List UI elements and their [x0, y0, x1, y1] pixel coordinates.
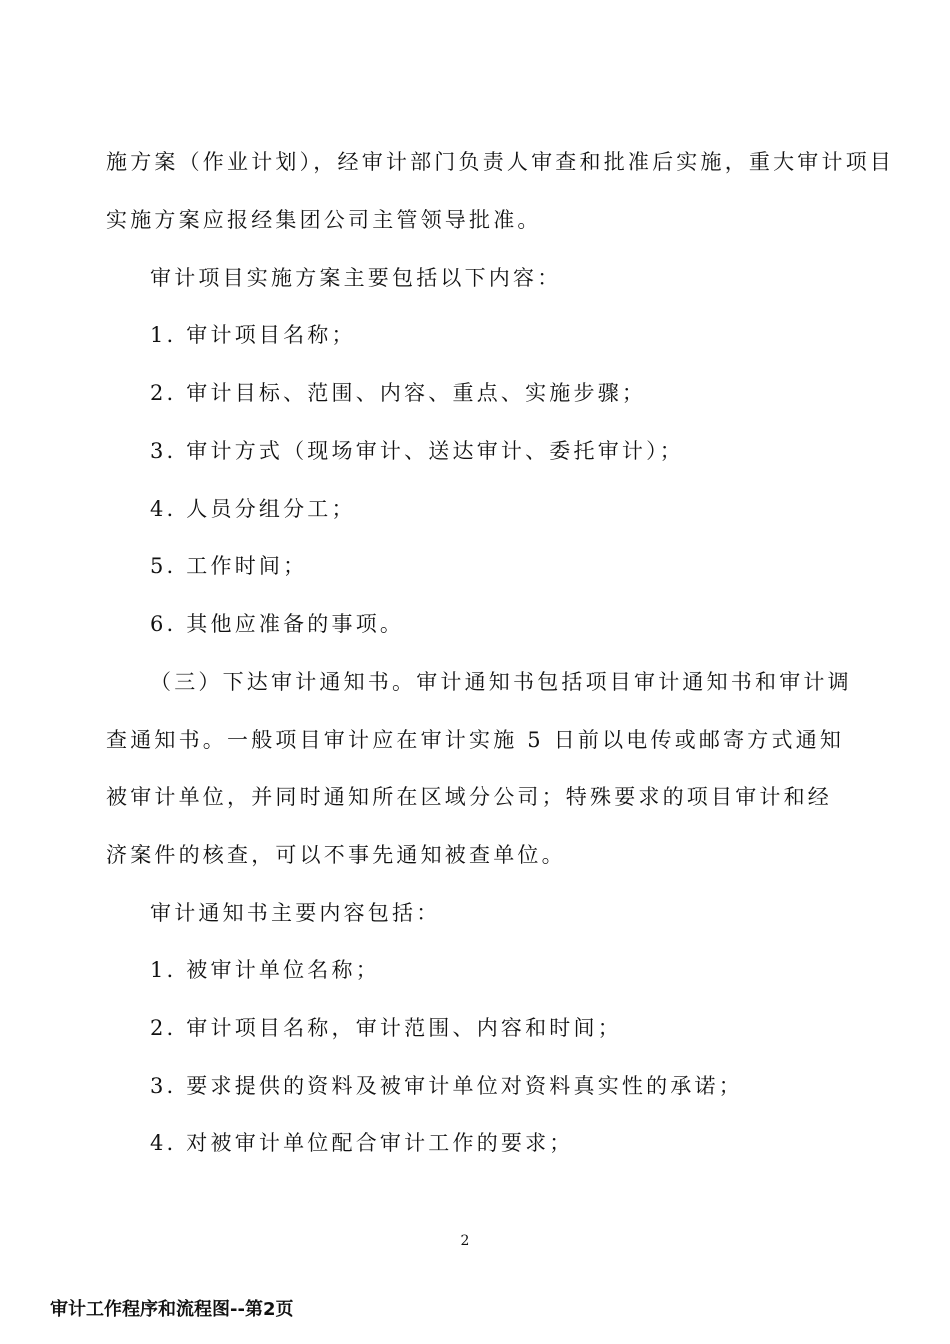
list-item: 6. 其他应准备的事项。	[150, 612, 405, 636]
list-item: 1. 被审计单位名称；	[150, 958, 380, 982]
paragraph-line: 实施方案应报经集团公司主管领导批准。	[106, 208, 542, 232]
paragraph-line: 查通知书。一般项目审计应在审计实施 5 日前以电传或邮寄方式通知	[106, 728, 845, 752]
paragraph-line: 济案件的核查，可以不事先通知被查单位。	[106, 843, 566, 867]
page-number: 2	[460, 1233, 470, 1249]
list-item: 2. 审计项目名称，审计范围、内容和时间；	[150, 1016, 622, 1040]
list-item: 4. 人员分组分工；	[150, 497, 356, 521]
list-item: 5. 工作时间；	[150, 554, 308, 578]
document-footer-title: 审计工作程序和流程图--第2页	[50, 1299, 294, 1320]
paragraph-line: （三）下达审计通知书。审计通知书包括项目审计通知书和审计调	[150, 670, 852, 694]
list-item: 3. 审计方式（现场审计、送达审计、委托审计）；	[150, 439, 685, 463]
paragraph-line: 施方案（作业计划），经审计部门负责人审查和批准后实施，重大审计项目	[106, 150, 895, 174]
paragraph-line: 审计项目实施方案主要包括以下内容：	[150, 266, 562, 290]
list-item: 4. 对被审计单位配合审计工作的要求；	[150, 1131, 574, 1155]
list-item: 1. 审计项目名称；	[150, 323, 356, 347]
paragraph-line: 被审计单位，并同时通知所在区域分公司；特殊要求的项目审计和经	[106, 785, 832, 809]
list-item: 3. 要求提供的资料及被审计单位对资料真实性的承诺；	[150, 1074, 743, 1098]
paragraph-line: 审计通知书主要内容包括：	[150, 901, 441, 925]
list-item: 2. 审计目标、范围、内容、重点、实施步骤；	[150, 381, 647, 405]
